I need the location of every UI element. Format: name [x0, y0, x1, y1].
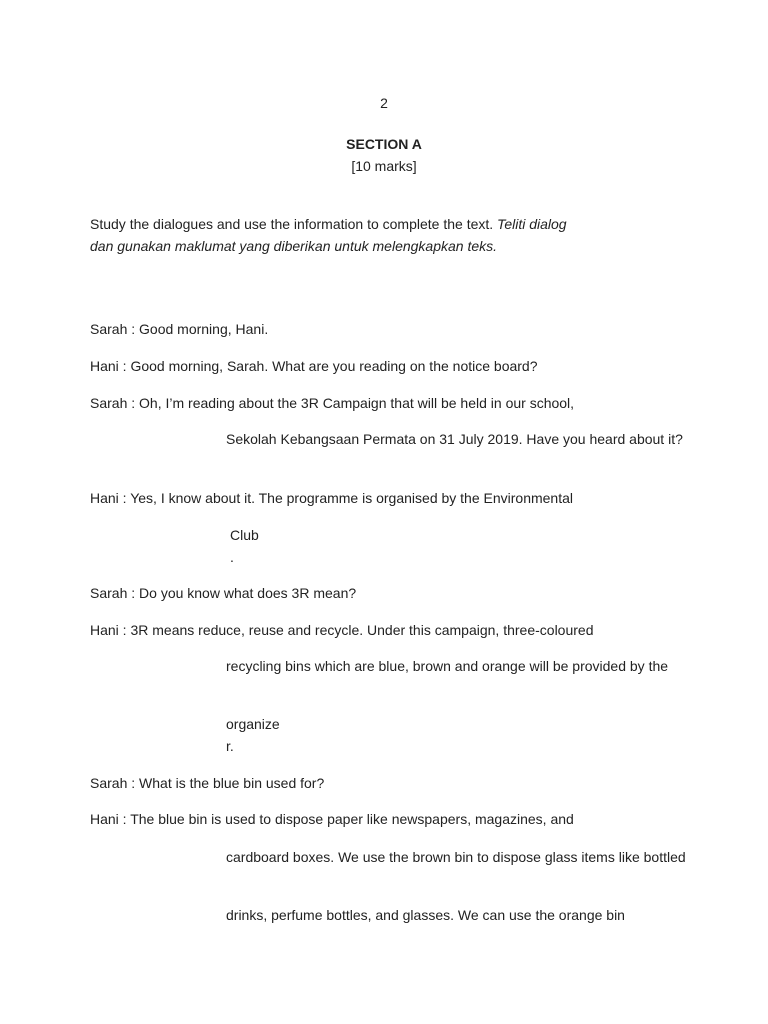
dialogue-continuation: organize [226, 716, 280, 732]
dialogue-continuation: r. [226, 738, 234, 754]
dialogue-line: Hani : Good morning, Sarah. What are you reading on the notice board? [90, 358, 538, 374]
dialogue-line: Sarah : Do you know what does 3R mean? [90, 585, 357, 601]
page-number: 2 [380, 95, 388, 111]
instruction-english: Study the dialogues and use the information to complete the text. [90, 216, 494, 232]
dialogue-continuation: recycling bins which are blue, brown and orange will be provided by the [226, 658, 669, 674]
section-marks: [10 marks] [351, 158, 417, 174]
section-title: SECTION A [346, 136, 422, 152]
dialogue-continuation: . [230, 549, 234, 565]
dialogue-line: Sarah : Good morning, Hani. [90, 321, 269, 337]
instruction-malay: Teliti dialog dan gunakan maklumat yang diberikan untuk melengkapkan teks. [90, 216, 567, 254]
dialogue-line: Hani : Yes, I know about it. The programme is organised by the Environmental [90, 490, 574, 506]
dialogue-line: Sarah : What is the blue bin used for? [90, 775, 325, 791]
dialogue-line: Hani : The blue bin is used to dispose paper like newspapers, magazines, and [90, 811, 574, 827]
dialogue-continuation: Club [230, 527, 259, 543]
dialogue-continuation: cardboard boxes. We use the brown bin to dispose glass items like bottled [226, 849, 686, 865]
instruction-paragraph [90, 213, 590, 257]
dialogue-line: Hani : 3R means reduce, reuse and recycle. Under this campaign, three-coloured [90, 622, 594, 638]
dialogue-continuation: drinks, perfume bottles, and glasses. We can use the orange bin [226, 907, 625, 923]
dialogue-line: Sarah : Oh, I’m reading about the 3R Campaign that will be held in our school, [90, 395, 575, 411]
dialogue-continuation: Sekolah Kebangsaan Permata on 31 July 2019. Have you heard about it? [226, 431, 683, 447]
